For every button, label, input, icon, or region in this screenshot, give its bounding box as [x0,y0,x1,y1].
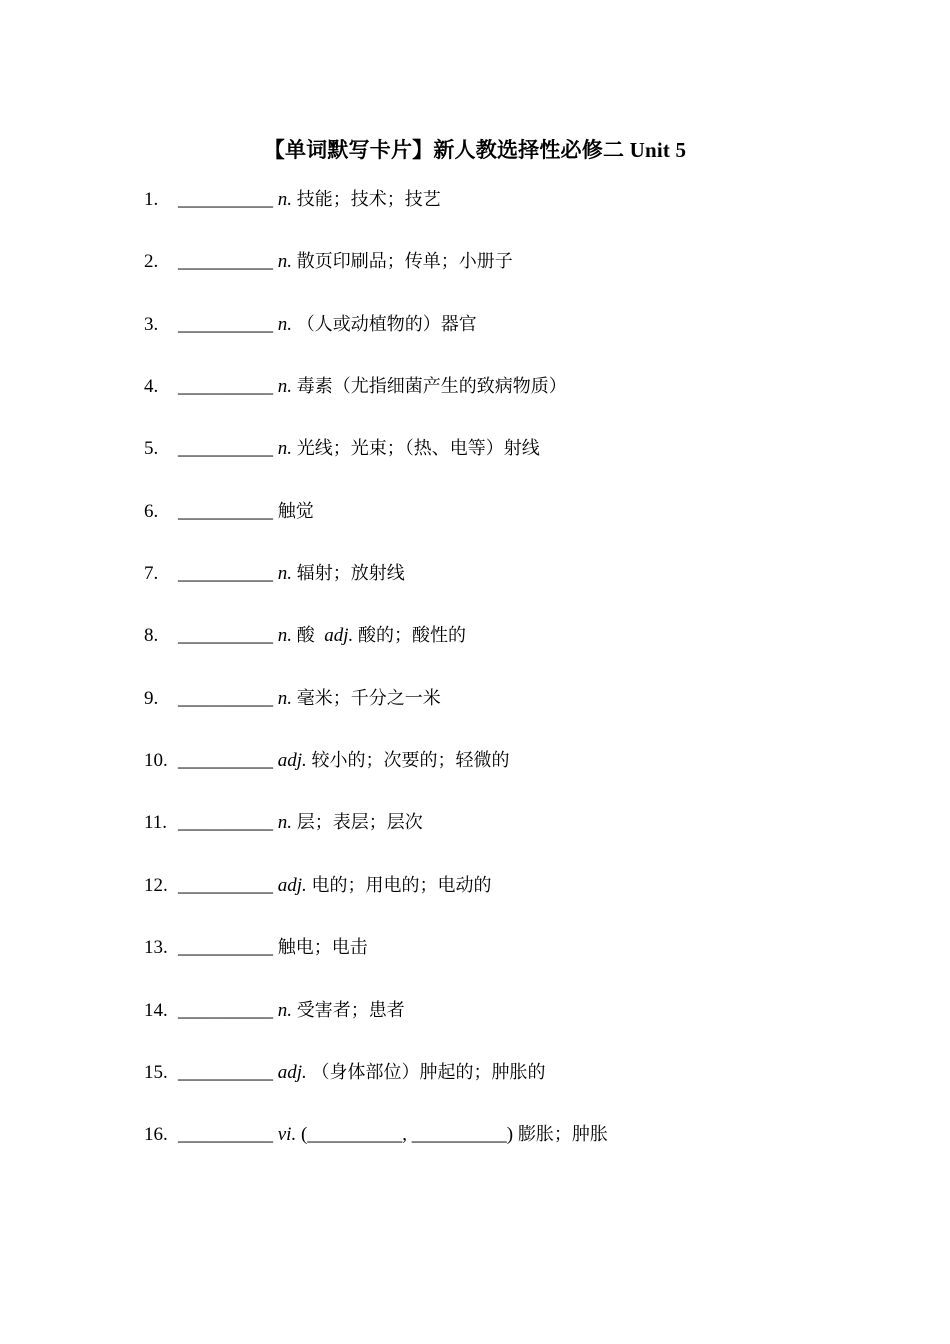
item-number: 11. [144,812,168,833]
part-of-speech-2: adj. [324,625,354,646]
definition: 电的；用电的；电动的 [311,875,492,896]
part-of-speech: n. [277,376,292,397]
item-number: 9. [144,688,159,709]
definition: 受害者；患者 [296,1000,405,1021]
item-number: 14. [144,1000,168,1021]
page-title: 【单词默写卡片】新人教选择性必修二 Unit 5 [263,138,687,162]
answer-blank: __________ [178,376,273,397]
answer-blank: __________ [178,189,273,210]
list-item [144,310,477,340]
part-of-speech: n. [277,688,292,709]
answer-blank: __________ [178,438,273,459]
item-number: 2. [144,251,159,272]
definition: 触电；电击 [277,937,368,958]
item-number: 16. [144,1124,168,1145]
definition: 毫米；千分之一米 [296,688,441,709]
definition: （身体部位）肿起的；肿胀的 [311,1062,546,1083]
list-item [144,1058,546,1088]
answer-blank: __________ [178,688,273,709]
list-item [144,746,510,776]
part-of-speech: adj. [277,1062,307,1083]
list-item [144,247,513,277]
part-of-speech: adj. [277,750,307,771]
list-item [144,497,314,527]
answer-blank: __________ [178,1124,273,1145]
definition: 触觉 [277,501,314,522]
item-number: 3. [144,314,159,335]
list-item [144,372,567,402]
list-item [144,808,423,838]
definition: 酸 [296,625,315,646]
item-number: 13. [144,937,168,958]
definition: 光线；光束；（热、电等）射线 [296,438,540,459]
list-item [144,621,466,651]
definition: 较小的；次要的；轻微的 [311,750,510,771]
item-number: 8. [144,625,159,646]
definition: （人或动植物的）器官 [296,314,477,335]
part-of-speech: n. [277,189,292,210]
list-item [144,1120,608,1150]
answer-blank: __________ [178,937,273,958]
answer-blank: __________ [178,875,273,896]
answer-blank: __________ [178,501,273,522]
list-item [144,434,540,464]
item-number: 4. [144,376,159,397]
list-item [144,185,441,215]
part-of-speech: n. [277,438,292,459]
answer-blank: __________ [178,1062,273,1083]
part-of-speech: n. [277,625,292,646]
definition: 技能；技术；技艺 [296,189,441,210]
part-of-speech: n. [277,314,292,335]
answer-blank: __________ [178,314,273,335]
answer-blank: __________ [178,812,273,833]
part-of-speech: n. [277,812,292,833]
part-of-speech: n. [277,1000,292,1021]
item-number: 1. [144,189,159,210]
word-forms-blanks: (__________, __________) [300,1124,514,1145]
part-of-speech: adj. [277,875,307,896]
definition: 层；表层；层次 [296,812,423,833]
item-number: 10. [144,750,168,771]
definition: 散页印刷品；传单；小册子 [296,251,513,272]
definition: 毒素（尤指细菌产生的致病物质） [296,376,567,397]
definition: 辐射；放射线 [296,563,405,584]
answer-blank: __________ [178,251,273,272]
list-item [144,996,405,1026]
item-number: 5. [144,438,159,459]
list-item [144,684,441,714]
item-number: 7. [144,563,159,584]
answer-blank: __________ [178,1000,273,1021]
answer-blank: __________ [178,750,273,771]
part-of-speech: n. [277,563,292,584]
item-number: 15. [144,1062,168,1083]
part-of-speech: vi. [277,1124,297,1145]
item-number: 12. [144,875,168,896]
answer-blank: __________ [178,563,273,584]
list-item [144,559,405,589]
part-of-speech: n. [277,251,292,272]
definition-2: 酸的；酸性的 [358,625,467,646]
list-item [144,871,492,901]
definition: 膨胀；肿胀 [517,1124,608,1145]
answer-blank: __________ [178,625,273,646]
list-item [144,933,368,963]
item-number: 6. [144,501,159,522]
